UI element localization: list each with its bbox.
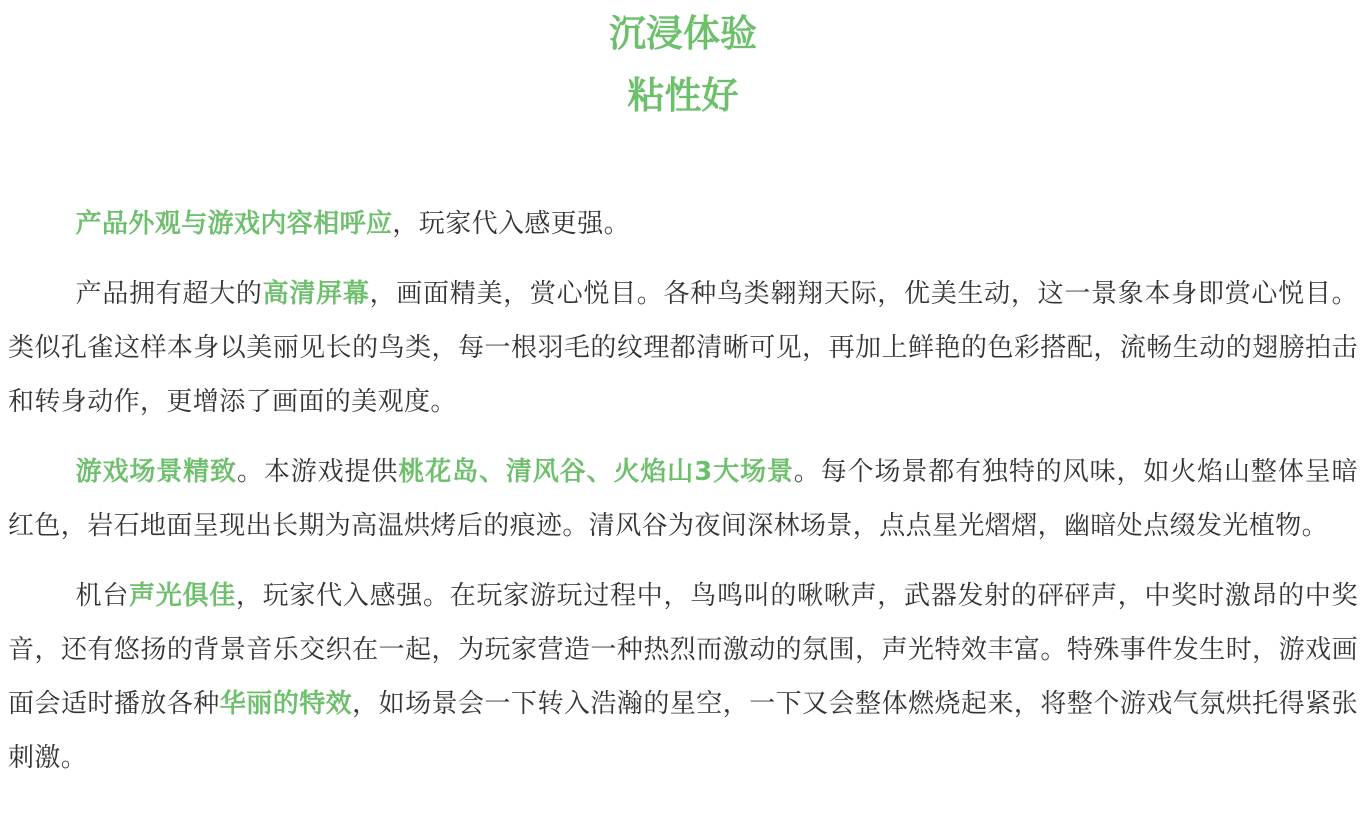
highlight-text: 产品外观与游戏内容相呼应 bbox=[75, 209, 393, 239]
paragraph-sound-light bbox=[8, 569, 1358, 785]
body-text: ，玩家代入感更强。 bbox=[392, 209, 631, 239]
body-text: ，如场景会一下转入浩瀚的星空，一下又会整体燃烧起来，将整个游戏气氛烘托得紧张刺激。 bbox=[8, 689, 1358, 773]
document-page bbox=[0, 3, 1364, 835]
body-text: 。每个场景都有独特的风味，如火焰山整体呈暗红色，岩石地面呈现出长期为高温烘烤后的痕迹。清风谷为夜间深林场景，点点星光熠熠，幽暗处点缀发光植物。 bbox=[8, 457, 1359, 541]
title-line-2: 粘性好 bbox=[627, 74, 739, 117]
highlight-text: 声光俱佳 bbox=[129, 581, 236, 611]
article-body bbox=[8, 197, 1358, 785]
highlight-text: 高清屏幕 bbox=[262, 279, 370, 309]
page-title bbox=[8, 3, 1358, 127]
body-text: ，玩家代入感强。在玩家游玩过程中，鸟鸣叫的啾啾声，武器发射的砰砰声，中奖时激昂的中奖音，还有悠扬的背景音乐交织在一起，为玩家营造一种热烈而激动的氛围，声光特效丰富。特殊事件发生时，游戏画面会适时播放各种 bbox=[8, 581, 1358, 719]
body-text: 产品拥有超大的 bbox=[75, 279, 263, 309]
body-text: ，画面精美，赏心悦目。各种鸟类翱翔天际，优美生动，这一景象本身即赏心悦目。类似孔雀这样本身以美丽见长的鸟类，每一根羽毛的纹理都清晰可见，再加上鲜艳的色彩搭配，流畅生动的翅膀拍击和转身动作，更增添了画面的美观度。 bbox=[8, 279, 1358, 417]
paragraph-scenes bbox=[8, 445, 1358, 553]
paragraph-screen bbox=[8, 267, 1358, 429]
title-line-1: 沉浸体验 bbox=[609, 12, 757, 55]
highlight-text: 桃花岛、清风谷、火焰山3大场景 bbox=[398, 457, 794, 487]
highlight-text: 游戏场景精致 bbox=[75, 457, 237, 487]
highlight-text: 华丽的特效 bbox=[219, 689, 353, 719]
body-text: 。本游戏提供 bbox=[236, 457, 399, 487]
body-text: 机台 bbox=[75, 581, 130, 611]
paragraph-appearance bbox=[8, 197, 1358, 251]
